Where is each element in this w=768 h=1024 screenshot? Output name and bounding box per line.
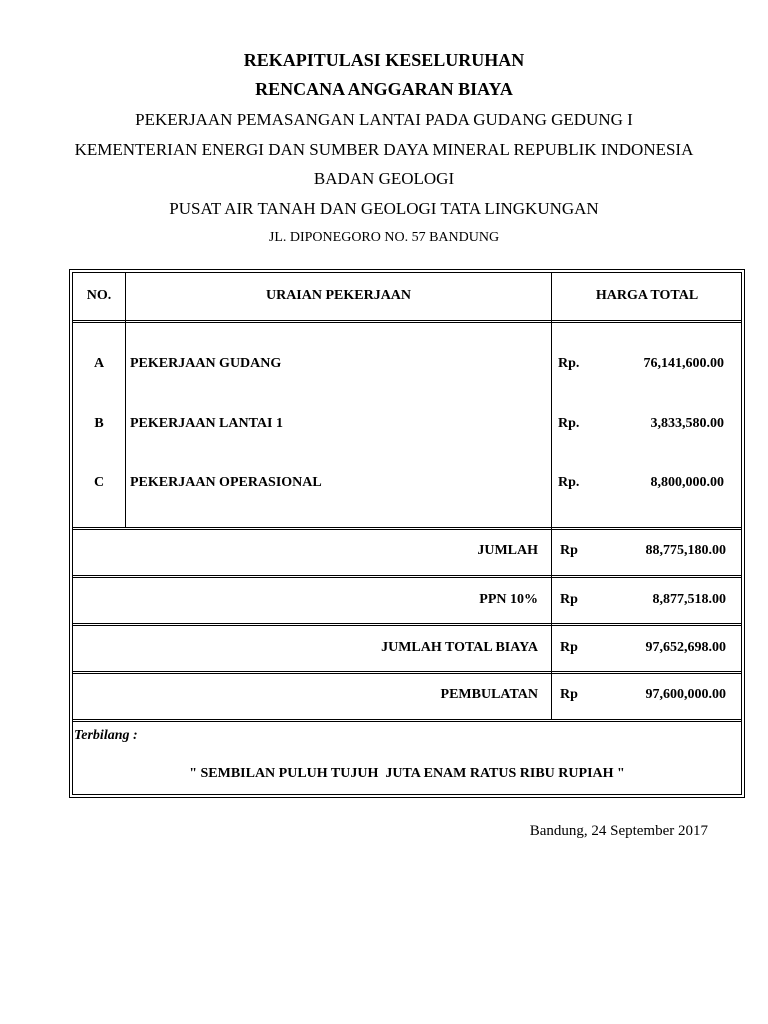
items-bottom-rule [73,527,741,528]
column-header-total: HARGA TOTAL [595,288,699,303]
place-date: Bandung, 24 September 2017 [529,823,708,839]
row-c-number: C [93,475,105,490]
header-bottom-rule-double [73,322,741,323]
grand-total-amount: 97,652,698.00 [645,640,726,655]
summary-rule-2 [73,623,741,624]
rounding-currency: Rp [560,687,578,702]
summary-rule-2-double [73,625,741,626]
subtotal-label: JUMLAH [477,543,538,558]
row-a-currency: Rp. [558,356,580,371]
row-b-amount: 3,833,580.00 [650,416,724,431]
document-title: REKAPITULASI KESELURUHAN [243,50,525,70]
rounding-amount: 97,600,000.00 [645,687,726,702]
grand-total-label: JUMLAH TOTAL BIAYA [381,640,538,655]
center-name: PUSAT AIR TANAH DAN GEOLOGI TATA LINGKUNGAN [169,199,599,218]
total-column-rule [551,273,552,719]
row-a-number: A [93,356,105,371]
summary-rule-1 [73,575,741,576]
column-header-no: NO. [86,288,112,303]
spelled-label: Terbilang : [74,728,138,743]
rounding-label: PEMBULATAN [440,687,538,702]
subtotal-amount: 88,775,180.00 [645,543,726,558]
row-c-description: PEKERJAAN OPERASIONAL [130,475,322,490]
header-bottom-rule [73,320,741,321]
document-subtitle: RENCANA ANGGARAN BIAYA [255,79,513,99]
summary-rule-4-double [73,721,741,722]
items-bottom-rule-double [73,529,741,530]
agency-name: BADAN GEOLOGI [313,169,455,188]
budget-table [69,269,745,798]
summary-rule-3-double [73,673,741,674]
grand-total-currency: Rp [560,640,578,655]
vat-currency: Rp [560,592,578,607]
subtotal-currency: Rp [560,543,578,558]
spelled-amount: " SEMBILAN PULUH TUJUH JUTA ENAM RATUS RIBU RUPIAH " [189,766,625,781]
row-b-description: PEKERJAAN LANTAI 1 [130,416,283,431]
project-name: PEKERJAAN PEMASANGAN LANTAI PADA GUDANG GEDUNG I [135,110,633,129]
summary-rule-4 [73,719,741,720]
row-b-currency: Rp. [558,416,580,431]
row-c-currency: Rp. [558,475,580,490]
row-b-number: B [94,416,104,431]
vat-amount: 8,877,518.00 [652,592,726,607]
row-a-description: PEKERJAAN GUDANG [130,356,282,371]
address: JL. DIPONEGORO NO. 57 BANDUNG [268,230,500,245]
vat-label: PPN 10% [479,592,538,607]
summary-rule-3 [73,671,741,672]
no-column-rule [125,273,126,528]
summary-rule-1-double [73,577,741,578]
row-c-amount: 8,800,000.00 [650,475,724,490]
column-header-description: URAIAN PEKERJAAN [265,288,412,303]
budget-table-inner [72,272,742,795]
ministry-name: KEMENTERIAN ENERGI DAN SUMBER DAYA MINERAL REPUBLIK INDONESIA [74,140,694,159]
row-a-amount: 76,141,600.00 [643,356,724,371]
